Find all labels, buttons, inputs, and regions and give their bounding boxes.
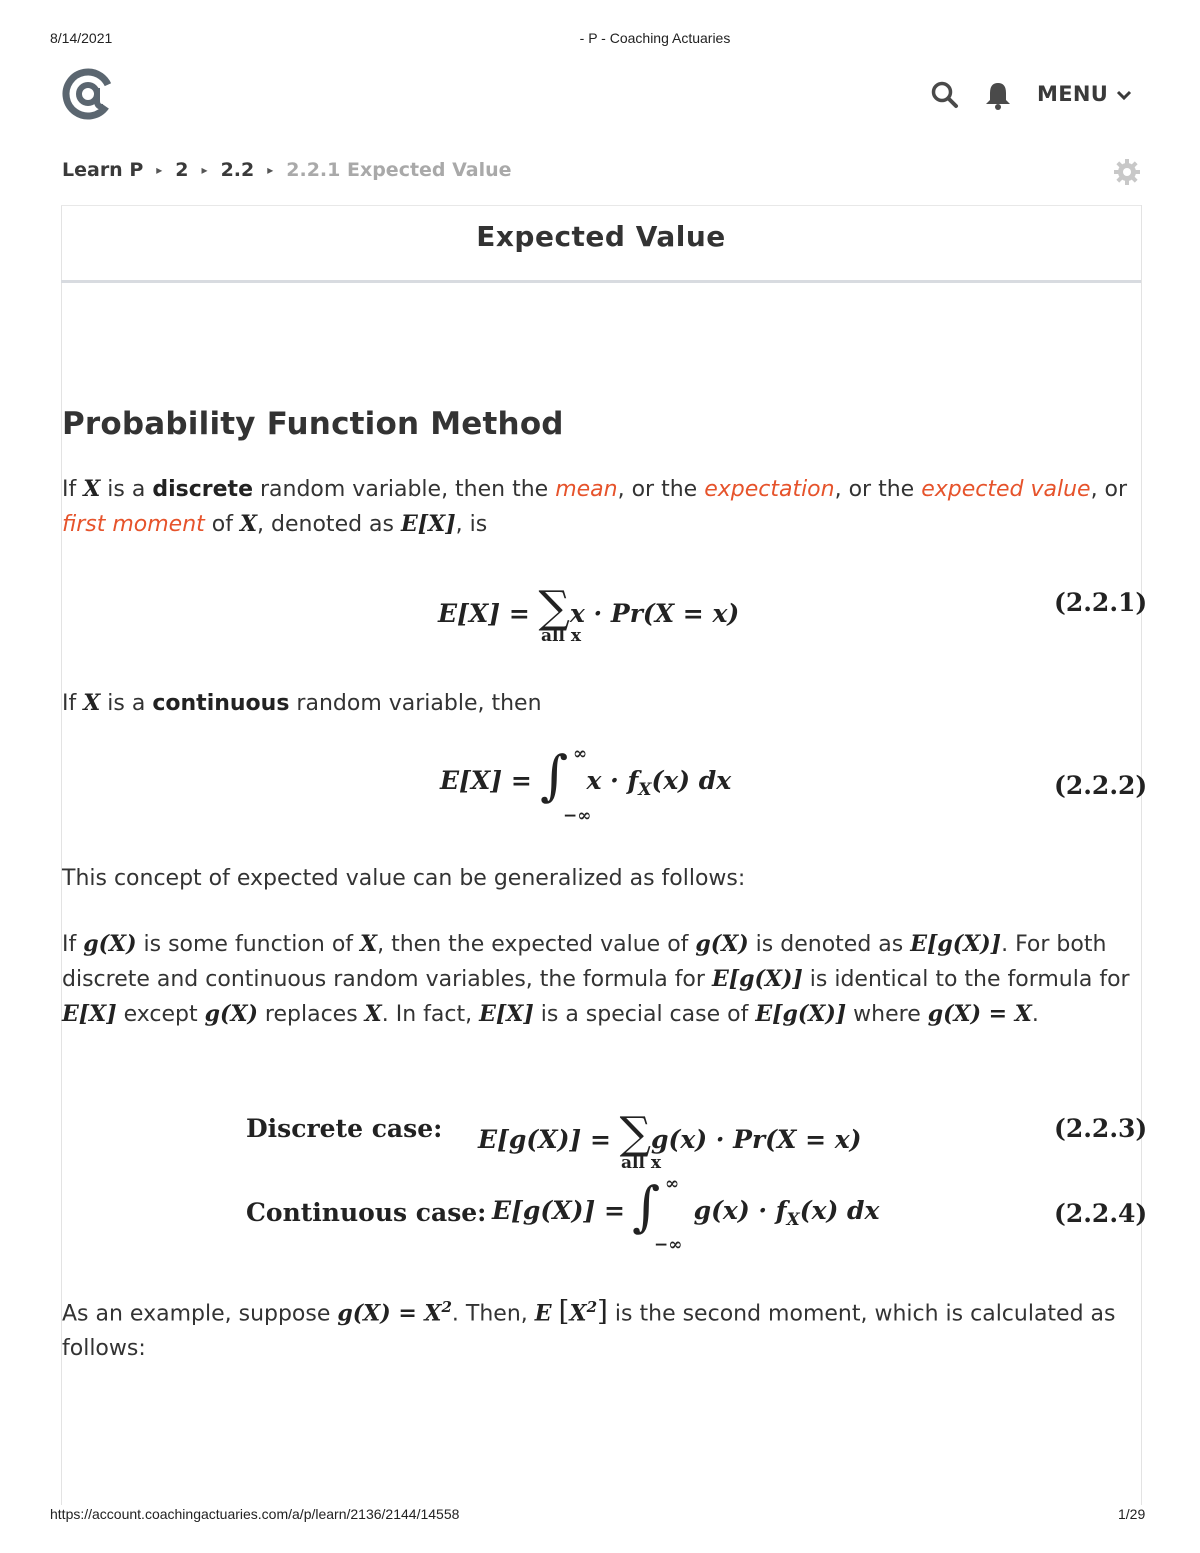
print-url: https://account.coachingactuaries.com/a/p/learn/2136/2144/14558 <box>50 1506 460 1522</box>
equation-2-2-1-sum-index: all x <box>541 626 581 646</box>
bell-icon[interactable] <box>984 80 1012 110</box>
equation-number-2-2-2: (2.2.2) <box>1054 771 1148 800</box>
equation-number-2-2-4: (2.2.4) <box>1054 1199 1148 1228</box>
term-mean: mean <box>555 477 618 502</box>
breadcrumb-separator-icon: ▸ <box>201 163 208 177</box>
paragraph-second-moment: As an example, suppose $g(X) = X^2$. Then, E $[X^2]$ is the second moment, which is calculated as follows: <box>62 1294 1116 1362</box>
equation-number-2-2-3: (2.2.3) <box>1054 1114 1148 1143</box>
equation-2-2-2-integral: ∫ <box>540 744 569 807</box>
search-icon[interactable] <box>930 80 960 110</box>
equation-number-2-2-1: (2.2.1) <box>1054 588 1148 617</box>
paragraph-discrete-definition: If X is a discrete random variable, then the mean, or the expectation, or the expected value, or first moment of X, denoted as E[X], is <box>62 476 1128 537</box>
card-title-divider <box>61 280 1141 283</box>
at-sign-logo-icon[interactable] <box>60 66 116 122</box>
print-date: 8/14/2021 <box>50 30 113 46</box>
term-expected-value: expected value <box>921 477 1091 502</box>
term-expectation: expectation <box>704 477 835 502</box>
breadcrumb-current: 2.2.1 Expected Value <box>286 159 512 181</box>
breadcrumb-item-learn-p[interactable]: Learn P <box>62 159 144 181</box>
equation-2-2-2-lower-limit: −∞ <box>563 806 592 826</box>
paragraph-function-of-x: If g(X) is some function of X, then the expected value of g(X) is denoted as E[g(X)]. For both discrete and continuous random variables, the formula for E[g(X)] is identical to the formula for E[X] except g(X) replaces X. In fact, E[X] is a special case of E[g(X)] where g(X) = X. <box>62 931 1130 1027</box>
gear-icon[interactable] <box>1113 158 1141 186</box>
equation-2-2-4-upper-limit: ∞ <box>665 1174 680 1194</box>
breadcrumb <box>62 156 512 184</box>
equation-2-2-2-upper-limit: ∞ <box>573 744 588 764</box>
term-first-moment: first moment <box>62 512 205 537</box>
breadcrumb-item-2[interactable]: 2 <box>175 159 189 181</box>
breadcrumb-separator-icon: ▸ <box>156 163 163 177</box>
equation-2-2-3-sum-index: all x <box>621 1153 661 1173</box>
menu-label: MENU <box>1037 82 1109 106</box>
equation-2-2-4: $E[g(X)] = g(x) \cdot f_X(x)$ dx <box>492 1196 880 1230</box>
print-page-title: - P - Coaching Actuaries <box>579 30 731 46</box>
discrete-case-label: Discrete case: <box>246 1114 443 1143</box>
equation-2-2-2: $E[X] = x \cdot f_X(x)$ dx <box>440 766 732 800</box>
menu-button[interactable] <box>1037 80 1132 108</box>
equation-2-2-4-integral: ∫ <box>632 1175 661 1238</box>
equation-2-2-1: E[X] = ∑x · Pr(X = x) <box>438 582 740 633</box>
breadcrumb-item-2-2[interactable]: 2.2 <box>220 159 255 181</box>
chevron-down-icon <box>1116 82 1132 106</box>
card-title: Expected Value <box>476 220 726 253</box>
equation-2-2-4-lower-limit: −∞ <box>654 1235 683 1255</box>
breadcrumb-separator-icon: ▸ <box>267 163 274 177</box>
continuous-case-label: Continuous case: <box>246 1198 487 1227</box>
print-page-number: 1/29 <box>1118 1506 1146 1522</box>
paragraph-continuous-definition: If X is a continuous random variable, then <box>62 690 542 716</box>
equation-2-2-3: E[g(X)] = ∑g(x) · Pr(X = x) <box>478 1108 862 1159</box>
card-top-border <box>61 205 1141 206</box>
paragraph-generalization: This concept of expected value can be generalized as follows: <box>62 866 746 891</box>
section-heading: Probability Function Method <box>62 406 564 442</box>
